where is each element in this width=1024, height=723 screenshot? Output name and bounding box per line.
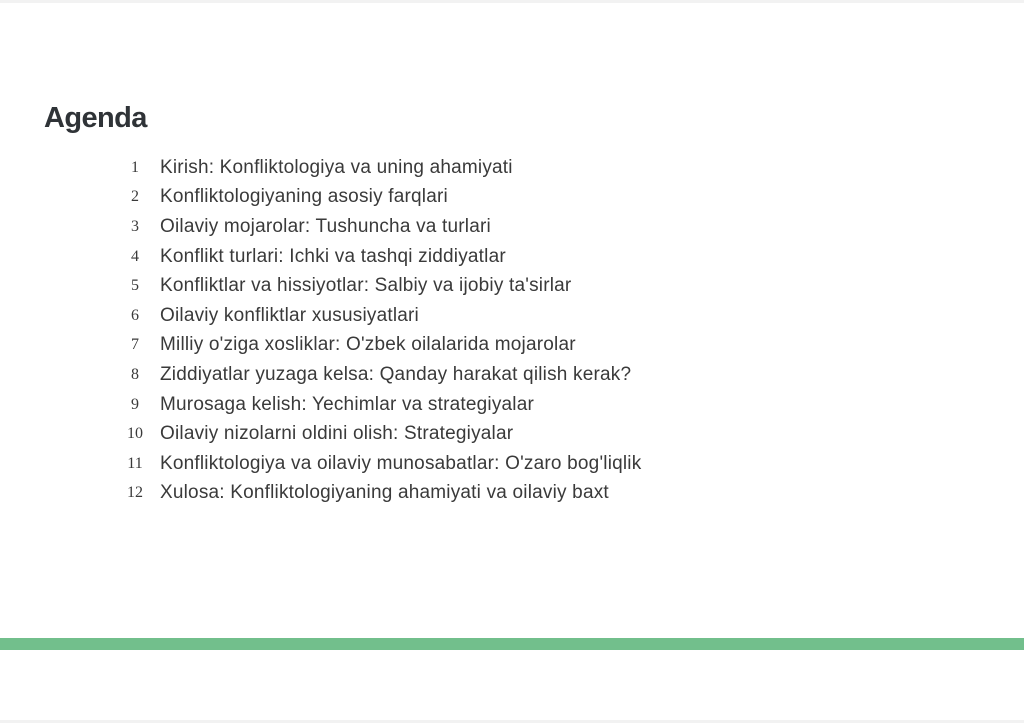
agenda-item-number: 5 xyxy=(131,277,139,295)
agenda-item xyxy=(110,153,641,183)
slide-title: Agenda xyxy=(44,102,147,134)
agenda-item-number: 7 xyxy=(131,336,139,354)
agenda-item xyxy=(110,331,641,361)
agenda-item-text: Oilaviy mojarolar: Tushuncha va turlari xyxy=(160,215,491,237)
agenda-item-text: Konfliktologiya va oilaviy munosabatlar: O'zaro bog'liqlik xyxy=(160,452,642,474)
agenda-item xyxy=(110,360,641,390)
agenda-item-text: Ziddiyatlar yuzaga kelsa: Qanday harakat qilish kerak? xyxy=(160,363,632,385)
agenda-item-number: 11 xyxy=(127,454,143,472)
agenda-item-number: 12 xyxy=(127,484,143,502)
agenda-item-number: 9 xyxy=(131,395,139,413)
agenda-item xyxy=(110,301,641,331)
agenda-item xyxy=(110,479,641,509)
agenda-item xyxy=(110,242,641,272)
agenda-item-number: 1 xyxy=(131,158,139,176)
agenda-item xyxy=(110,390,641,420)
agenda-item-text: Xulosa: Konfliktologiyaning ahamiyati va oilaviy baxt xyxy=(160,482,609,504)
agenda-item-text: Oilaviy nizolarni oldini olish: Strategiyalar xyxy=(160,423,514,445)
agenda-item-text: Konfliktlar va hissiyotlar: Salbiy va ijobiy ta'sirlar xyxy=(160,275,572,297)
agenda-item-number: 8 xyxy=(131,365,139,383)
agenda-item-text: Milliy o'ziga xosliklar: O'zbek oilalarida mojarolar xyxy=(160,334,576,356)
agenda-item-text: Murosaga kelish: Yechimlar va strategiyalar xyxy=(160,393,534,415)
agenda-item-text: Konfliktologiyaning asosiy farqlari xyxy=(160,186,448,208)
slide-top-border xyxy=(0,0,1024,3)
footer-accent-bar xyxy=(0,638,1024,650)
agenda-list xyxy=(110,153,641,508)
agenda-item-text: Konflikt turlari: Ichki va tashqi ziddiyatlar xyxy=(160,245,506,267)
agenda-item-number: 10 xyxy=(127,425,143,443)
agenda-item-number: 6 xyxy=(131,306,139,324)
agenda-item-text: Kirish: Konfliktologiya va uning ahamiyati xyxy=(160,156,513,178)
agenda-item xyxy=(110,449,641,479)
agenda-item-number: 2 xyxy=(131,188,139,206)
agenda-item-text: Oilaviy konfliktlar xususiyatlari xyxy=(160,304,419,326)
agenda-item-number: 3 xyxy=(131,217,139,235)
agenda-item xyxy=(110,271,641,301)
agenda-item xyxy=(110,212,641,242)
agenda-item-number: 4 xyxy=(131,247,139,265)
agenda-item xyxy=(110,419,641,449)
agenda-item xyxy=(110,183,641,213)
